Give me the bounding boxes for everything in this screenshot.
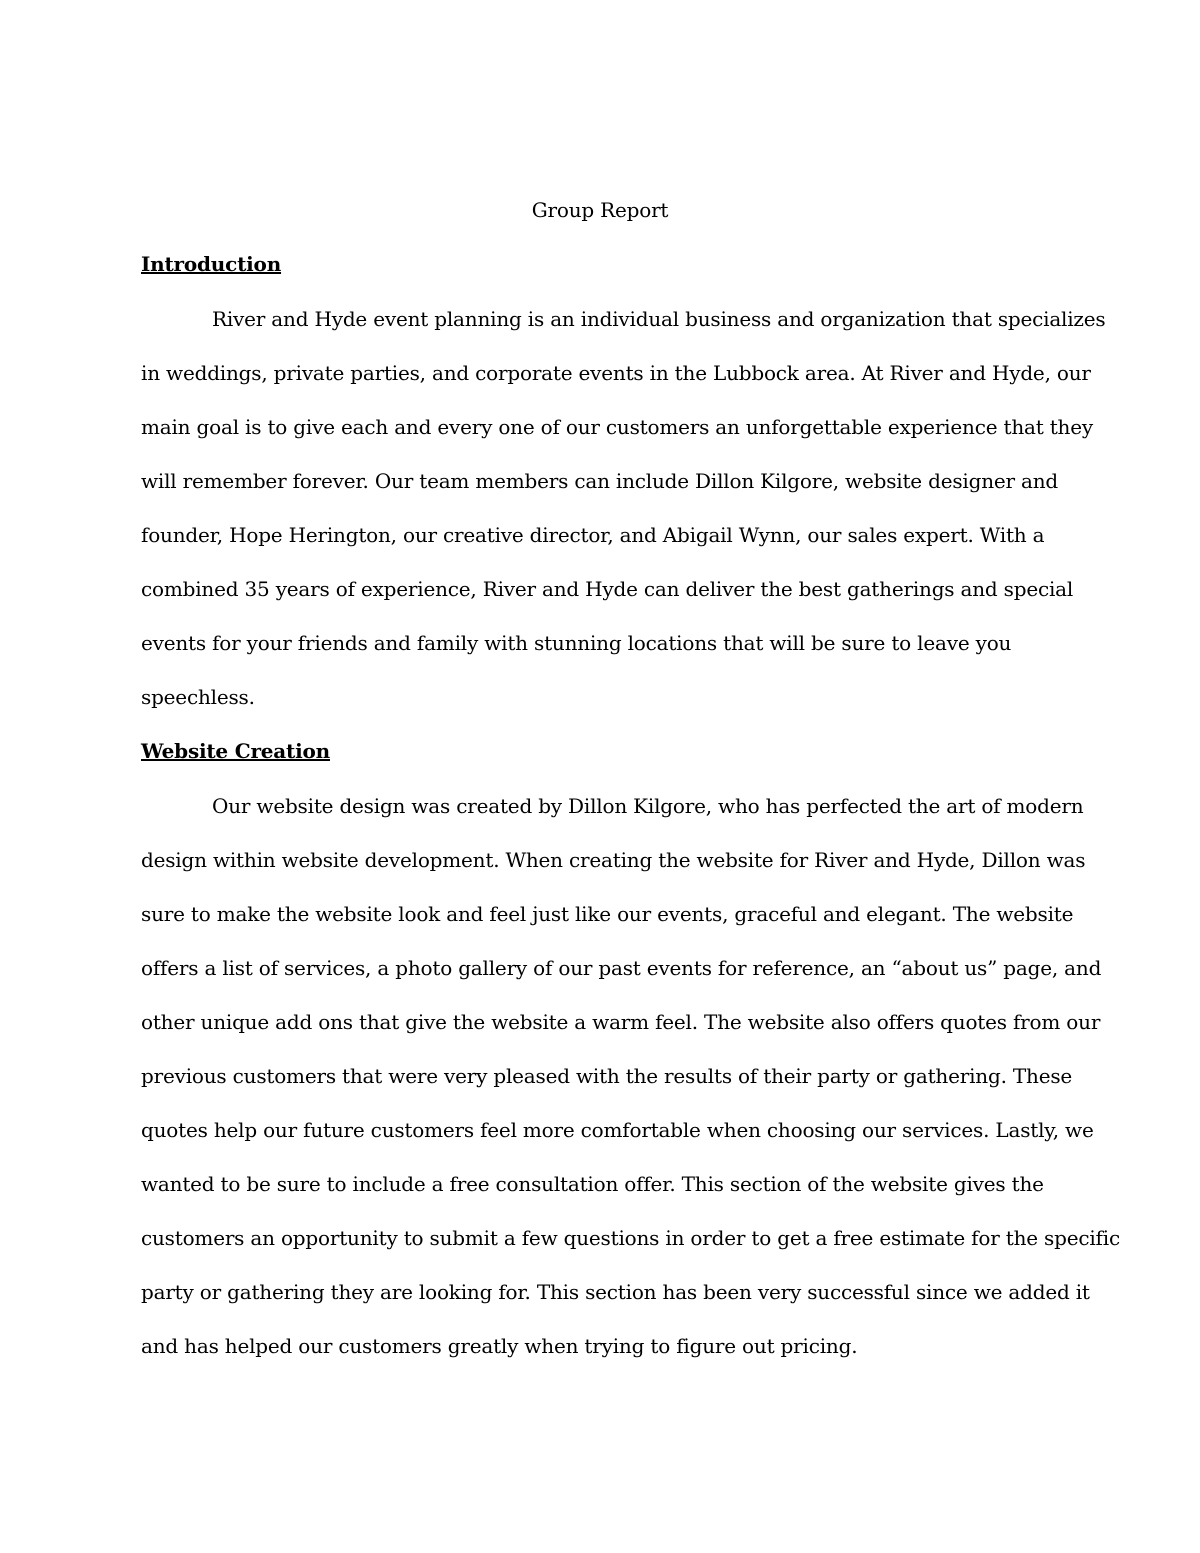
paragraph-line: main goal is to give each and every one of our customers an unforgettable experience that they — [141, 415, 1093, 439]
paragraph-line: offers a list of services, a photo gallery of our past events for reference, an “about us” page, and — [141, 956, 1102, 980]
section-heading-introduction: Introduction — [141, 252, 282, 276]
paragraph-line: events for your friends and family with stunning locations that will be sure to leave you — [141, 631, 1012, 655]
paragraph-line: quotes help our future customers feel more comfortable when choosing our services. Lastly, we — [141, 1118, 1094, 1142]
paragraph-line: and has helped our customers greatly when trying to figure out pricing. — [141, 1334, 858, 1358]
paragraph-line: will remember forever. Our team members can include Dillon Kilgore, website designer and — [141, 469, 1059, 493]
paragraph-line: combined 35 years of experience, River and Hyde can deliver the best gatherings and special — [141, 577, 1074, 601]
section-heading-website-creation: Website Creation — [141, 739, 330, 763]
document-title: Group Report — [531, 198, 669, 222]
paragraph-line: in weddings, private parties, and corporate events in the Lubbock area. At River and Hyde, our — [141, 361, 1091, 385]
paragraph-line: sure to make the website look and feel just like our events, graceful and elegant. The website — [141, 902, 1074, 926]
paragraph-line: wanted to be sure to include a free consultation offer. This section of the website gives the — [141, 1172, 1044, 1196]
paragraph-line: founder, Hope Herington, our creative director, and Abigail Wynn, our sales expert. With a — [141, 523, 1045, 547]
paragraph-line: other unique add ons that give the website a warm feel. The website also offers quotes from our — [141, 1010, 1101, 1034]
paragraph-line: design within website development. When creating the website for River and Hyde, Dillon was — [141, 848, 1086, 872]
paragraph-line: previous customers that were very pleased with the results of their party or gathering. These — [141, 1064, 1073, 1088]
paragraph-line: customers an opportunity to submit a few questions in order to get a free estimate for the specific — [141, 1226, 1120, 1250]
paragraph-line: River and Hyde event planning is an individual business and organization that specializes — [212, 307, 1106, 331]
paragraph-line: speechless. — [141, 685, 255, 709]
paragraph-line: Our website design was created by Dillon Kilgore, who has perfected the art of modern — [212, 794, 1084, 818]
paragraph-line: party or gathering they are looking for. This section has been very successful since we added it — [141, 1280, 1090, 1304]
